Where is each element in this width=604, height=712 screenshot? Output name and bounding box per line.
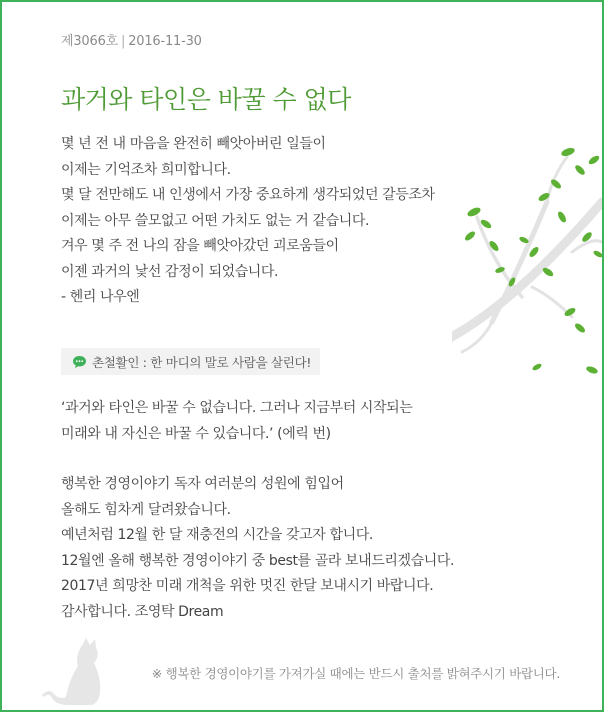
- poem-line: 이제는 기억조차 희미합니다.: [61, 161, 231, 178]
- message-line: 올해도 힘차게 달려왔습니다.: [61, 501, 231, 518]
- message-block: [61, 472, 454, 625]
- poem-line: 이젠 과거의 낯선 감정이 되었습니다.: [61, 263, 279, 280]
- tree-branch-illustration: [452, 142, 602, 392]
- message-line: 12월엔 올해 행복한 경영이야기 중 best를 골라 보내드리겠습니다.: [61, 552, 455, 569]
- issue-separator: |: [121, 34, 126, 49]
- chat-bubble-icon: [72, 355, 87, 369]
- page-title: 과거와 타인은 바꿀 수 없다: [61, 85, 351, 114]
- quote-block: [61, 396, 412, 447]
- poem-block: [61, 132, 435, 311]
- issue-meta: [61, 30, 202, 49]
- poem-author: - 헨리 나우엔: [61, 289, 140, 305]
- issue-date: 2016-11-30: [128, 34, 202, 49]
- message-line: 행복한 경영이야기 독자 여러분의 성원에 힘입어: [61, 476, 344, 492]
- quote-line: ‘과거와 타인은 바꿀 수 없습니다. 그러나 지금부터 시작되는: [61, 400, 413, 416]
- proverb-badge: [61, 348, 320, 375]
- poem-line: 겨우 몇 주 전 나의 잠을 빼앗아갔던 괴로움들이: [61, 238, 339, 254]
- poem-line: 몇 달 전만해도 내 인생에서 가장 중요하게 생각되었던 갈등조차: [61, 187, 435, 203]
- poem-line: 몇 년 전 내 마음을 완전히 빼앗아버린 일들이: [61, 136, 326, 152]
- poem-line: 이제는 아무 쓸모없고 어떤 가치도 없는 거 같습니다.: [61, 212, 370, 229]
- message-line: 2017년 희망찬 미래 개척을 위한 멋진 한달 보내시기 바랍니다.: [61, 578, 434, 594]
- cat-silhouette-illustration: [40, 638, 115, 708]
- issue-number: 제3066호: [61, 34, 119, 49]
- proverb-badge-text: 촌철활인 : 한 마디의 말로 사람을 살린다!: [92, 354, 312, 370]
- source-notice: ※ 행복한 경영이야기를 가져가실 때에는 반드시 출처를 밝혀주시기 바랍니다.: [151, 666, 560, 681]
- quote-line: 미래와 내 자신은 바꿀 수 있습니다.’ (에릭 번): [61, 425, 331, 442]
- message-signature: 감사합니다. 조영탁 Dream: [61, 603, 224, 620]
- message-line: 예년처럼 12월 한 달 재충전의 시간을 갖고자 합니다.: [61, 527, 373, 543]
